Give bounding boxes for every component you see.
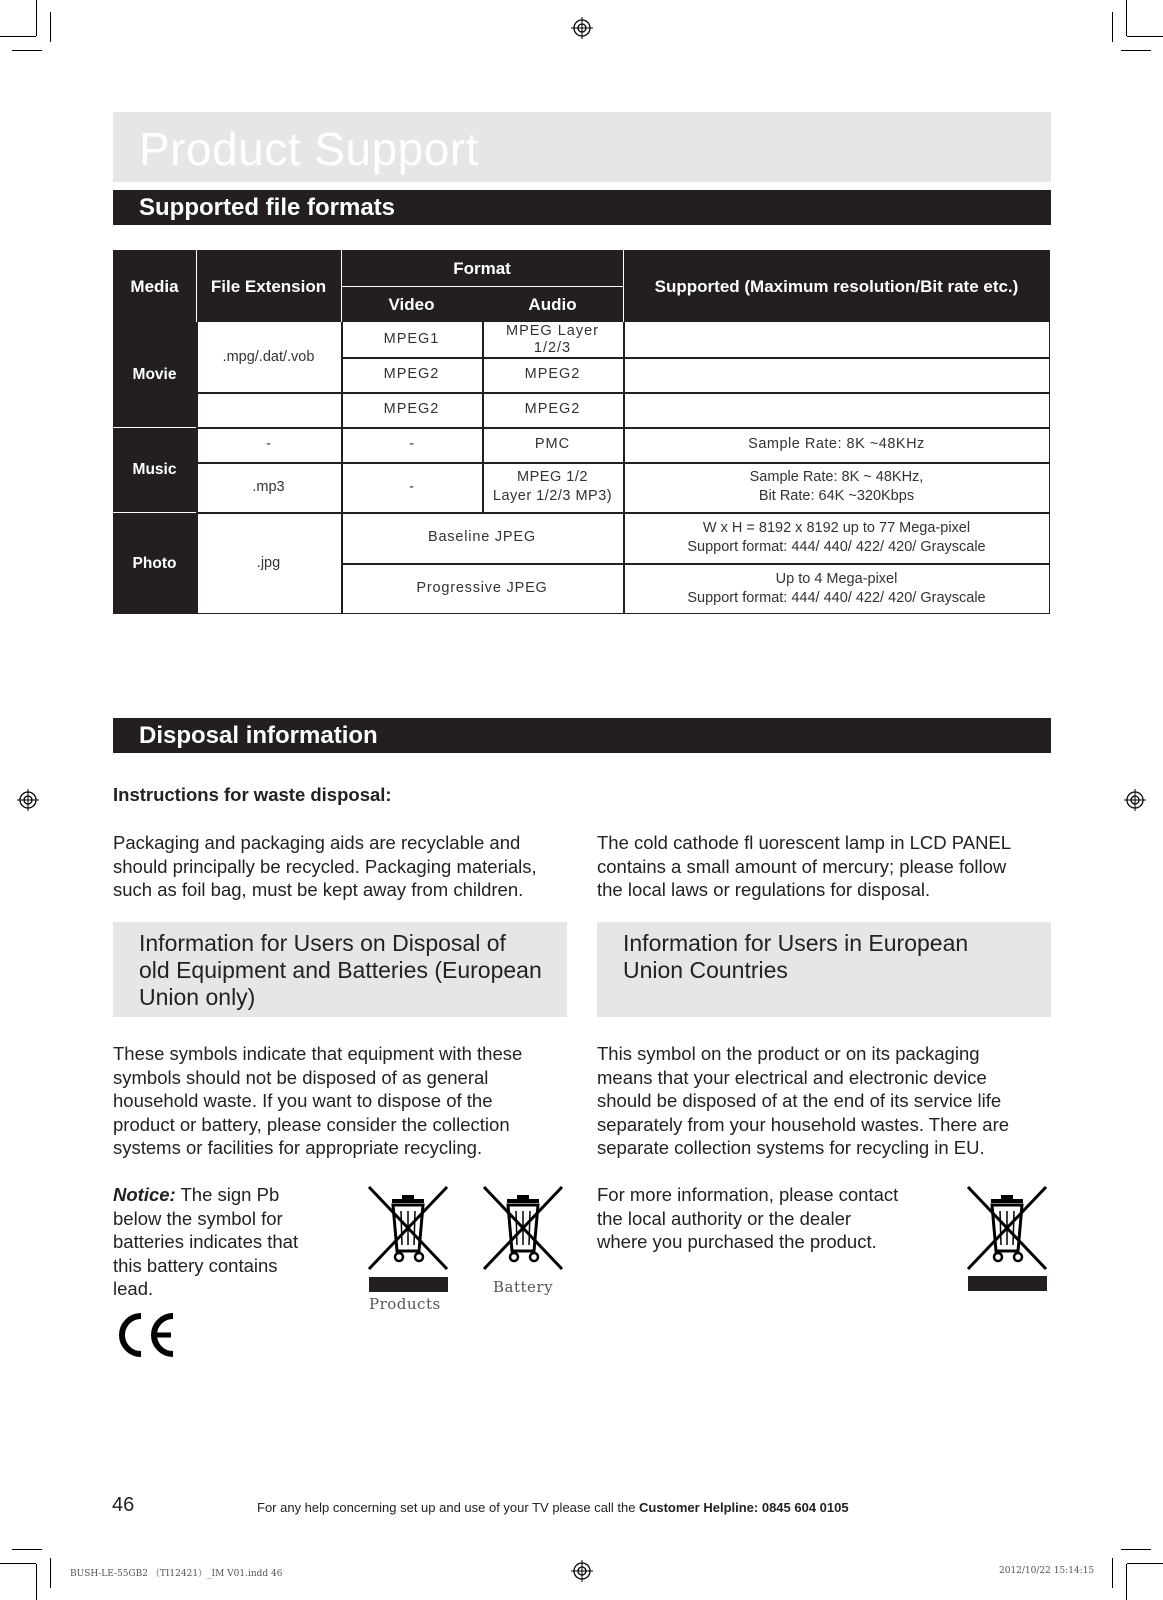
weee-battery-icon	[482, 1185, 564, 1271]
header-video: Video	[388, 294, 435, 314]
info-box-eu-only	[113, 922, 567, 1017]
crop-mark	[1121, 1549, 1151, 1550]
photo-r1-format: Baseline JPEG	[428, 529, 536, 545]
crop-mark	[1112, 12, 1113, 42]
music-r2-extension: .mp3	[252, 478, 285, 495]
registration-mark-icon	[571, 1560, 593, 1582]
movie-r2-audio: MPEG2	[524, 366, 581, 382]
page-title-band	[113, 112, 1051, 182]
section-title-disposal: Disposal information	[139, 722, 378, 749]
header-supported: Supported (Maximum resolution/Bit rate etc.)	[654, 276, 1019, 296]
section-title-formats: Supported file formats	[139, 194, 396, 221]
table-divider	[196, 392, 1050, 394]
section-bar-formats	[113, 190, 1051, 225]
crop-mark	[1121, 50, 1151, 51]
photo-r1-supported: W x H = 8192 x 8192 up to 77 Mega-pixel Support format: 444/ 440/ 422/ 420/ Grayscale	[687, 519, 986, 555]
music-r1-supported: Sample Rate: 8K ~48KHz	[748, 436, 925, 452]
movie-r3-video: MPEG2	[383, 401, 440, 417]
page-title: Product Support	[139, 123, 479, 175]
music-r2-video: -	[409, 478, 414, 495]
weee-products-icon	[367, 1185, 449, 1271]
formats-table	[113, 250, 1050, 614]
packaging-text: Packaging and packaging aids are recyclable and should principally be recycled. Packaging materials, such as foil bag, must be kept away from children.	[113, 832, 537, 900]
info-box-eu-countries	[597, 922, 1051, 1017]
crop-mark	[50, 12, 51, 42]
crop-mark	[0, 36, 36, 37]
crop-mark	[36, 1564, 37, 1600]
notice-label: Notice:	[113, 1184, 176, 1205]
instructions-heading: Instructions for waste disposal:	[113, 784, 392, 805]
caption-products: Products	[369, 1295, 441, 1313]
symbols-text: These symbols indicate that equipment with these symbols should not be disposed of as general household waste. If you want to dispose of the product or battery, please consider the collection systems or facilities for appropriate recycling.	[113, 1043, 523, 1158]
crop-mark	[1127, 1563, 1163, 1564]
photo-r2-supported: Up to 4 Mega-pixel Support format: 444/ 440/ 422/ 420/ Grayscale	[687, 570, 986, 606]
section-bar-disposal	[113, 718, 1051, 753]
movie-r1-video: MPEG1	[383, 331, 440, 347]
movie-r2-video: MPEG2	[383, 366, 440, 382]
movie-extension: .mpg/.dat/.vob	[222, 348, 315, 365]
symbol-product-text: This symbol on the product or on its packaging means that your electrical and electronic device should be disposed of at the end of its service life separately from your household wastes. There are separate collection systems for recycling in EU.	[597, 1043, 1010, 1158]
header-audio: Audio	[528, 294, 577, 314]
music-r1-audio: PMC	[534, 436, 571, 452]
eu-black-bar	[968, 1276, 1047, 1291]
more-info-text: For more information, please contact the local authority or the dealer where you purchased the product.	[597, 1184, 899, 1252]
lamp-text: The cold cathode fl uorescent lamp in LCD PANEL contains a small amount of mercury; please follow the local laws or regulations for disposal.	[597, 832, 1012, 900]
notice-body: The sign Pb below the symbol for batteries indicates that this battery contains lead.	[113, 1184, 299, 1299]
crop-mark	[1127, 36, 1163, 37]
music-r1-extension: -	[266, 436, 271, 452]
crop-mark	[36, 0, 37, 36]
crop-mark	[12, 50, 42, 51]
music-r2-audio: MPEG 1/2 Layer 1/2/3 MP3)	[492, 469, 613, 504]
caption-battery: Battery	[493, 1278, 554, 1296]
music-r2-supported: Sample Rate: 8K ~ 48KHz, Bit Rate: 64K ~320Kbps	[749, 469, 924, 504]
footer-help-text: For any help concerning set up and use of your TV please call the	[257, 1500, 640, 1515]
registration-mark-icon	[1124, 789, 1146, 811]
products-black-bar	[369, 1277, 448, 1292]
info-box-eu-countries-title: Information for Users in European Union Countries	[623, 930, 969, 983]
header-format: Format	[453, 258, 511, 278]
info-box-eu-only-title: Information for Users on Disposal of old Equipment and Batteries (European Union only)	[139, 930, 542, 1010]
timestamp: 2012/10/22 15:14:15	[999, 1566, 1095, 1576]
header-file-extension: File Extension	[210, 276, 327, 296]
movie-r3-audio: MPEG2	[524, 401, 581, 417]
photo-extension: .jpg	[256, 554, 281, 571]
crop-mark	[0, 1563, 36, 1564]
movie-r1-audio: MPEG Layer 1/2/3	[506, 322, 599, 356]
ce-mark-icon	[113, 1310, 177, 1360]
file-info: BUSH-LE-55GB2 （TI12421）_IM V01.indd 46	[70, 1569, 283, 1579]
registration-mark-icon	[571, 17, 593, 39]
crop-mark	[1112, 1558, 1113, 1588]
crop-mark	[50, 1558, 51, 1588]
crop-mark	[1126, 1564, 1127, 1600]
media-movie: Movie	[132, 366, 177, 383]
registration-mark-icon	[17, 789, 39, 811]
music-r1-video: -	[409, 436, 414, 452]
media-music: Music	[132, 461, 177, 478]
page-number: 46	[112, 1494, 135, 1516]
crop-mark	[12, 1549, 42, 1550]
header-media: Media	[130, 276, 179, 296]
footer-helpline: Customer Helpline: 0845 604 0105	[639, 1500, 849, 1515]
media-photo: Photo	[132, 554, 177, 572]
footer-help	[257, 1500, 849, 1515]
photo-r2-format: Progressive JPEG	[416, 580, 548, 596]
weee-eu-icon	[966, 1185, 1048, 1271]
notice-text	[113, 1183, 333, 1301]
crop-mark	[1126, 0, 1127, 36]
